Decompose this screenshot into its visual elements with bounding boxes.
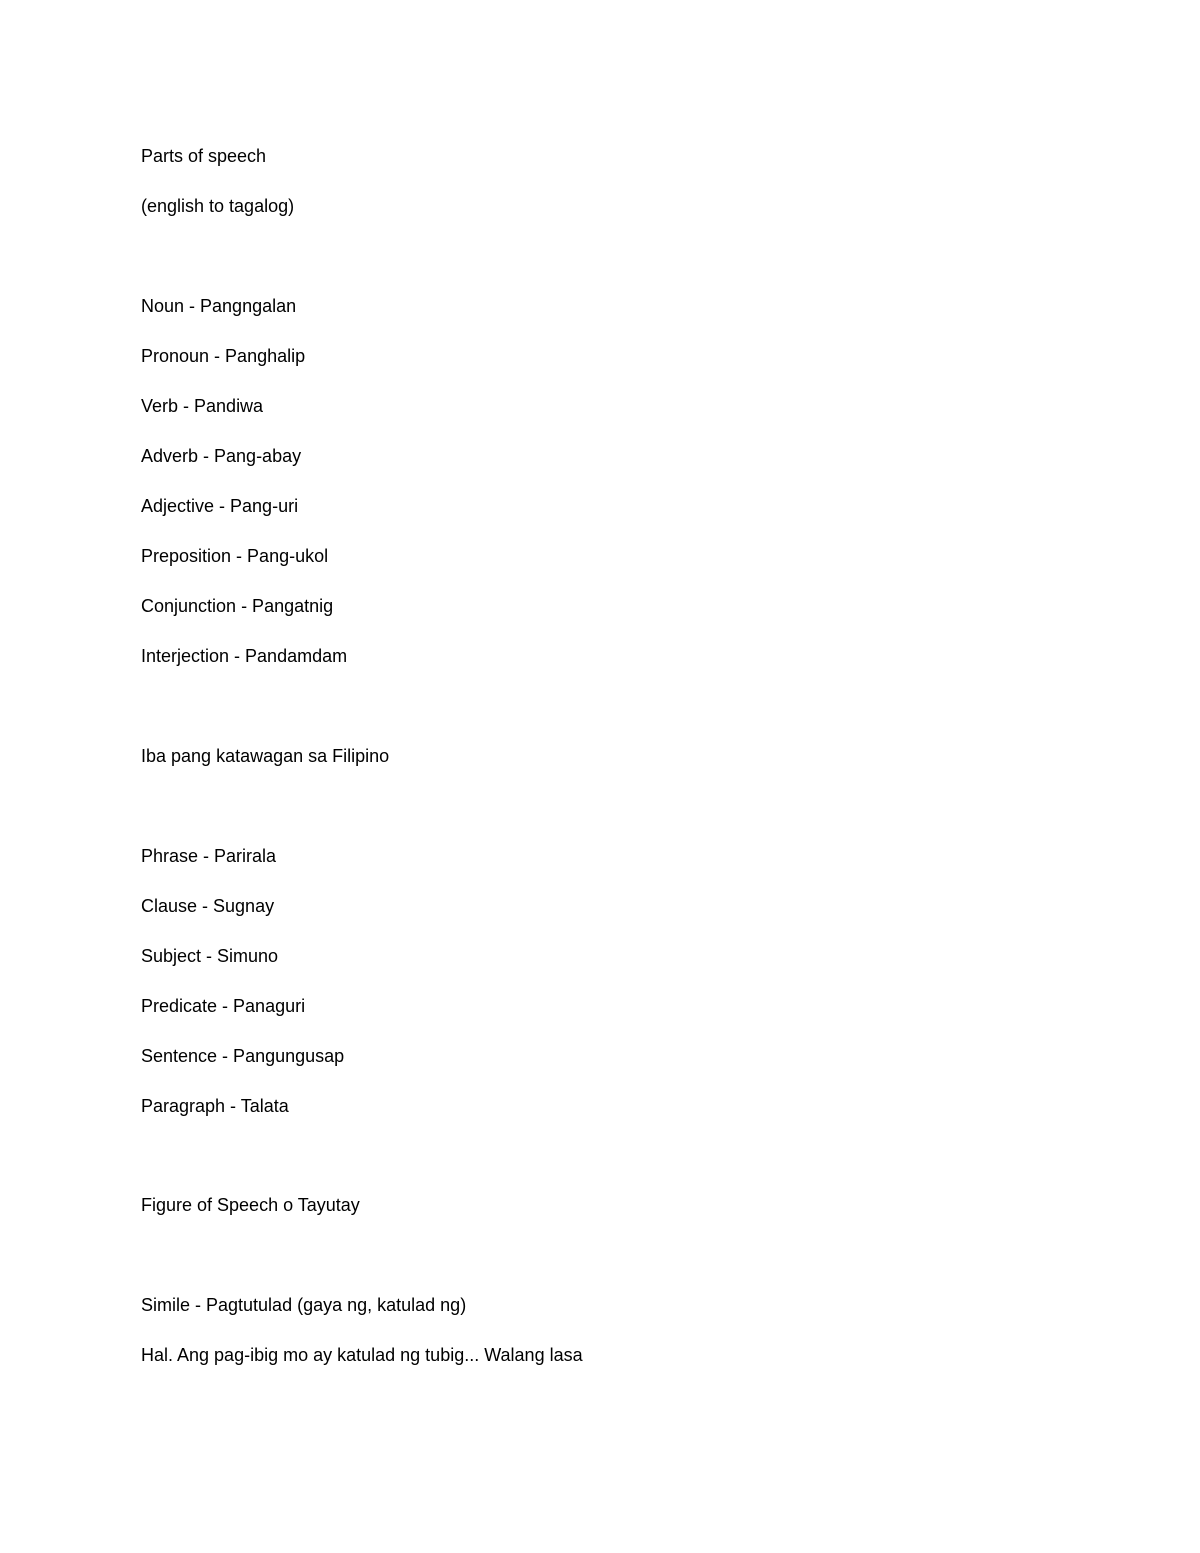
term-line: Adverb - Pang-abay xyxy=(141,446,302,466)
term-line: Interjection - Pandamdam xyxy=(141,646,348,666)
document-title: Parts of speech xyxy=(141,146,267,166)
term-line: Preposition - Pang-ukol xyxy=(141,546,329,566)
section-heading: Figure of Speech o Tayutay xyxy=(141,1195,360,1215)
term-line: Phrase - Parirala xyxy=(141,846,277,866)
term-line: Pronoun - Panghalip xyxy=(141,346,306,366)
example-line: Hal. Ang pag-ibig mo ay katulad ng tubig... Walang lasa xyxy=(141,1345,583,1365)
term-line: Verb - Pandiwa xyxy=(141,396,264,416)
term-line: Paragraph - Talata xyxy=(141,1096,289,1116)
term-line: Sentence - Pangungusap xyxy=(141,1046,345,1066)
term-line: Noun - Pangngalan xyxy=(141,296,297,316)
document-subtitle: (english to tagalog) xyxy=(141,196,295,216)
term-line: Simile - Pagtutulad (gaya ng, katulad ng) xyxy=(141,1295,467,1315)
term-line: Subject - Simuno xyxy=(141,946,279,966)
section-heading: Iba pang katawagan sa Filipino xyxy=(141,746,390,766)
term-line: Adjective - Pang-uri xyxy=(141,496,299,516)
term-line: Predicate - Panaguri xyxy=(141,996,306,1016)
term-line: Clause - Sugnay xyxy=(141,896,275,916)
term-line: Conjunction - Pangatnig xyxy=(141,596,334,616)
